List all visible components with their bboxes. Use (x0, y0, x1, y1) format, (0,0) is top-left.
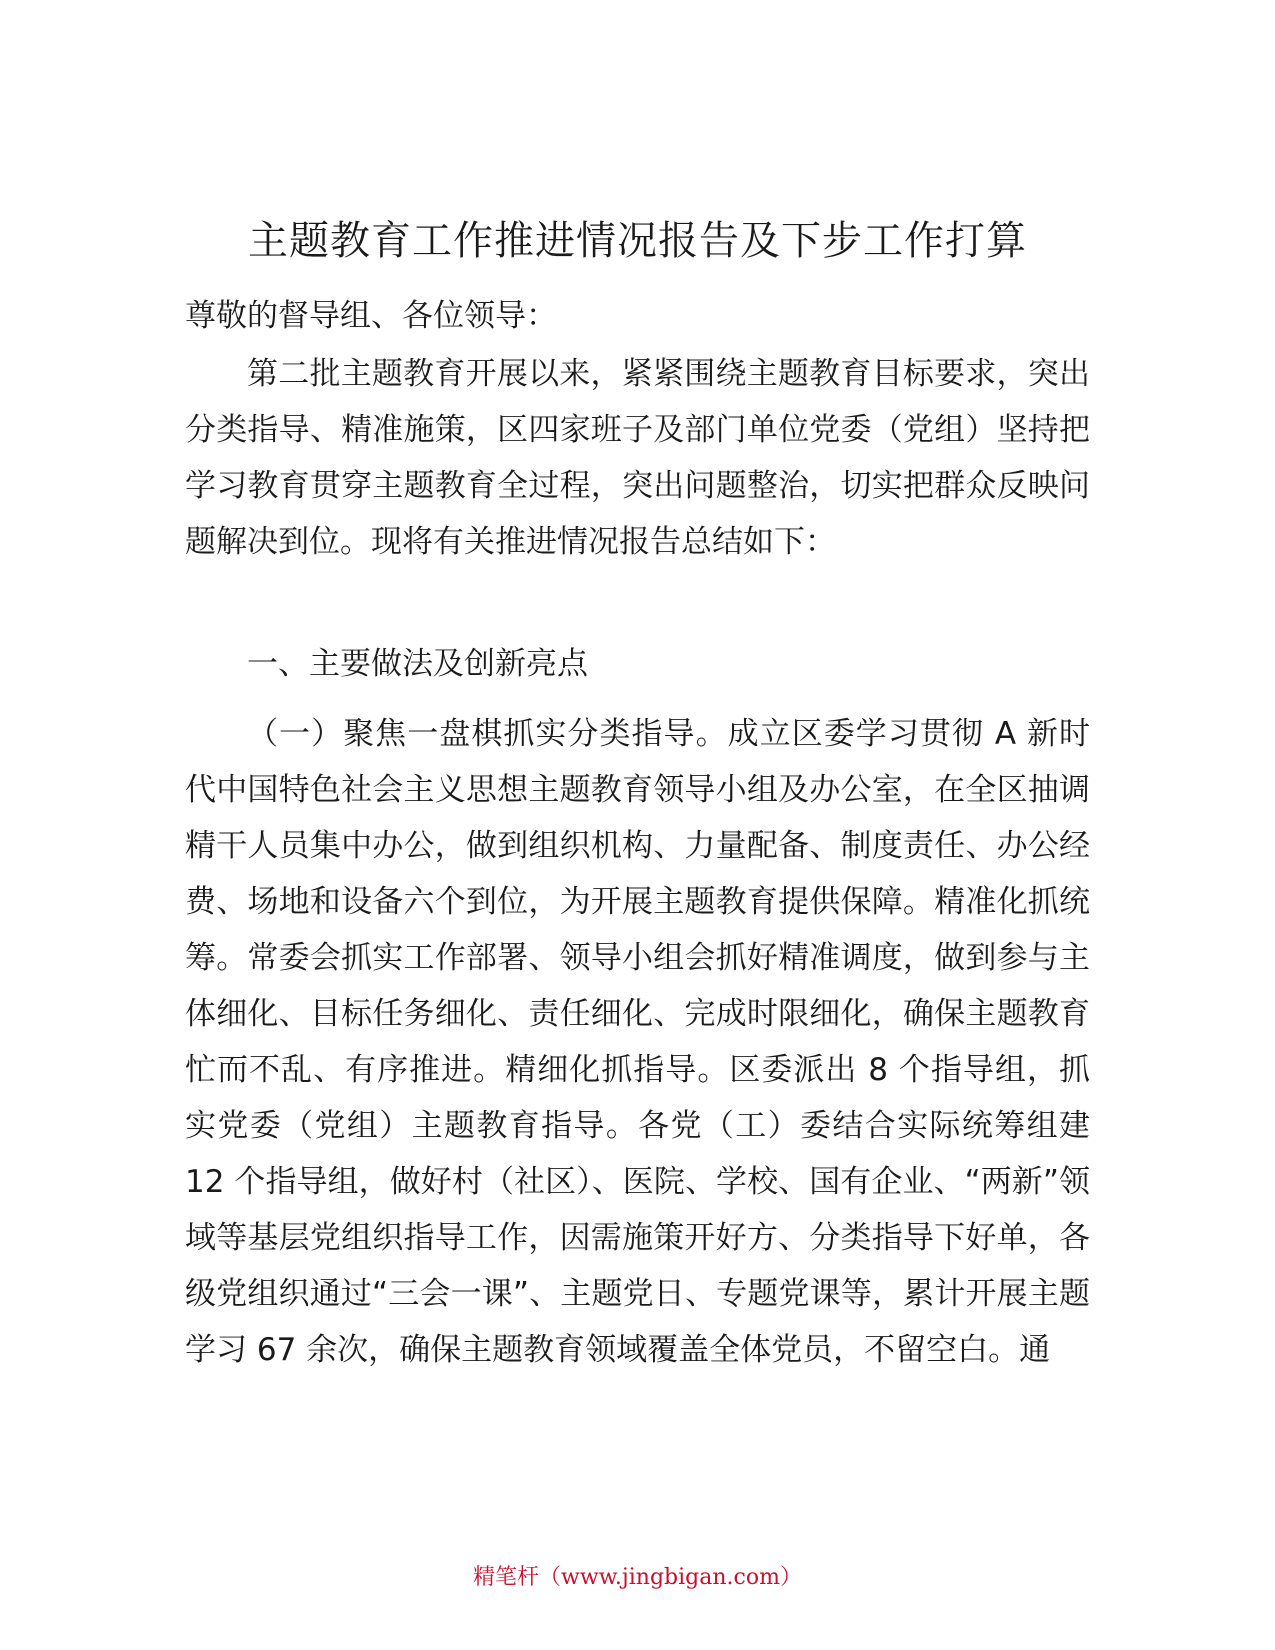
salutation: 尊敬的督导组、各位领导： (185, 298, 557, 334)
body-paragraph: （一）聚焦一盘棋抓实分类指导。成立区委学习贯彻 A 新时代中国特色社会主义思想主题教育领导小组及办公室，在全区抽调精干人员集中办公，做到组织机构、力量配备、制度责任、办公经费、场地和设备六个到位，为开展主题教育提供保障。精准化抓统筹。常委会抓实工作部署、领导小组会抓好精准调度，做到参与主体细化、目标任务细化、责任细化、完成时限细化，确保主题教育忙而不乱、有序推进。精细化抓指导。区委派出 8 个指导组，抓实党委（党组）主题教育指导。各党（工）委结合实际统筹组建 12 个指导组，做好村（社区）、医院、学校、国有企业、“两新”领域等基层党组织指导工作，因需施策开好方、分类指导下好单，各级党组织通过“三会一课”、主题党日、专题党课等，累计开展主题学习 67 余次，确保主题教育领域覆盖全体党员，不留空白。通 (185, 716, 1090, 1368)
intro-paragraph: 第二批主题教育开展以来，紧紧围绕主题教育目标要求，突出分类指导、精准施策，区四家班子及部门单位党委（党组）坚持把学习教育贯穿主题教育全过程，突出问题整治，切实把群众反映问题解决到位。现将有关推进情况报告总结如下： (185, 356, 1090, 560)
section-heading: 一、主要做法及创新亮点 (247, 646, 588, 682)
footer-watermark: 精笔杆（www.jingbigan.com） (473, 1565, 802, 1590)
document-title: 主题教育工作推进情况报告及下步工作打算 (248, 218, 1027, 264)
